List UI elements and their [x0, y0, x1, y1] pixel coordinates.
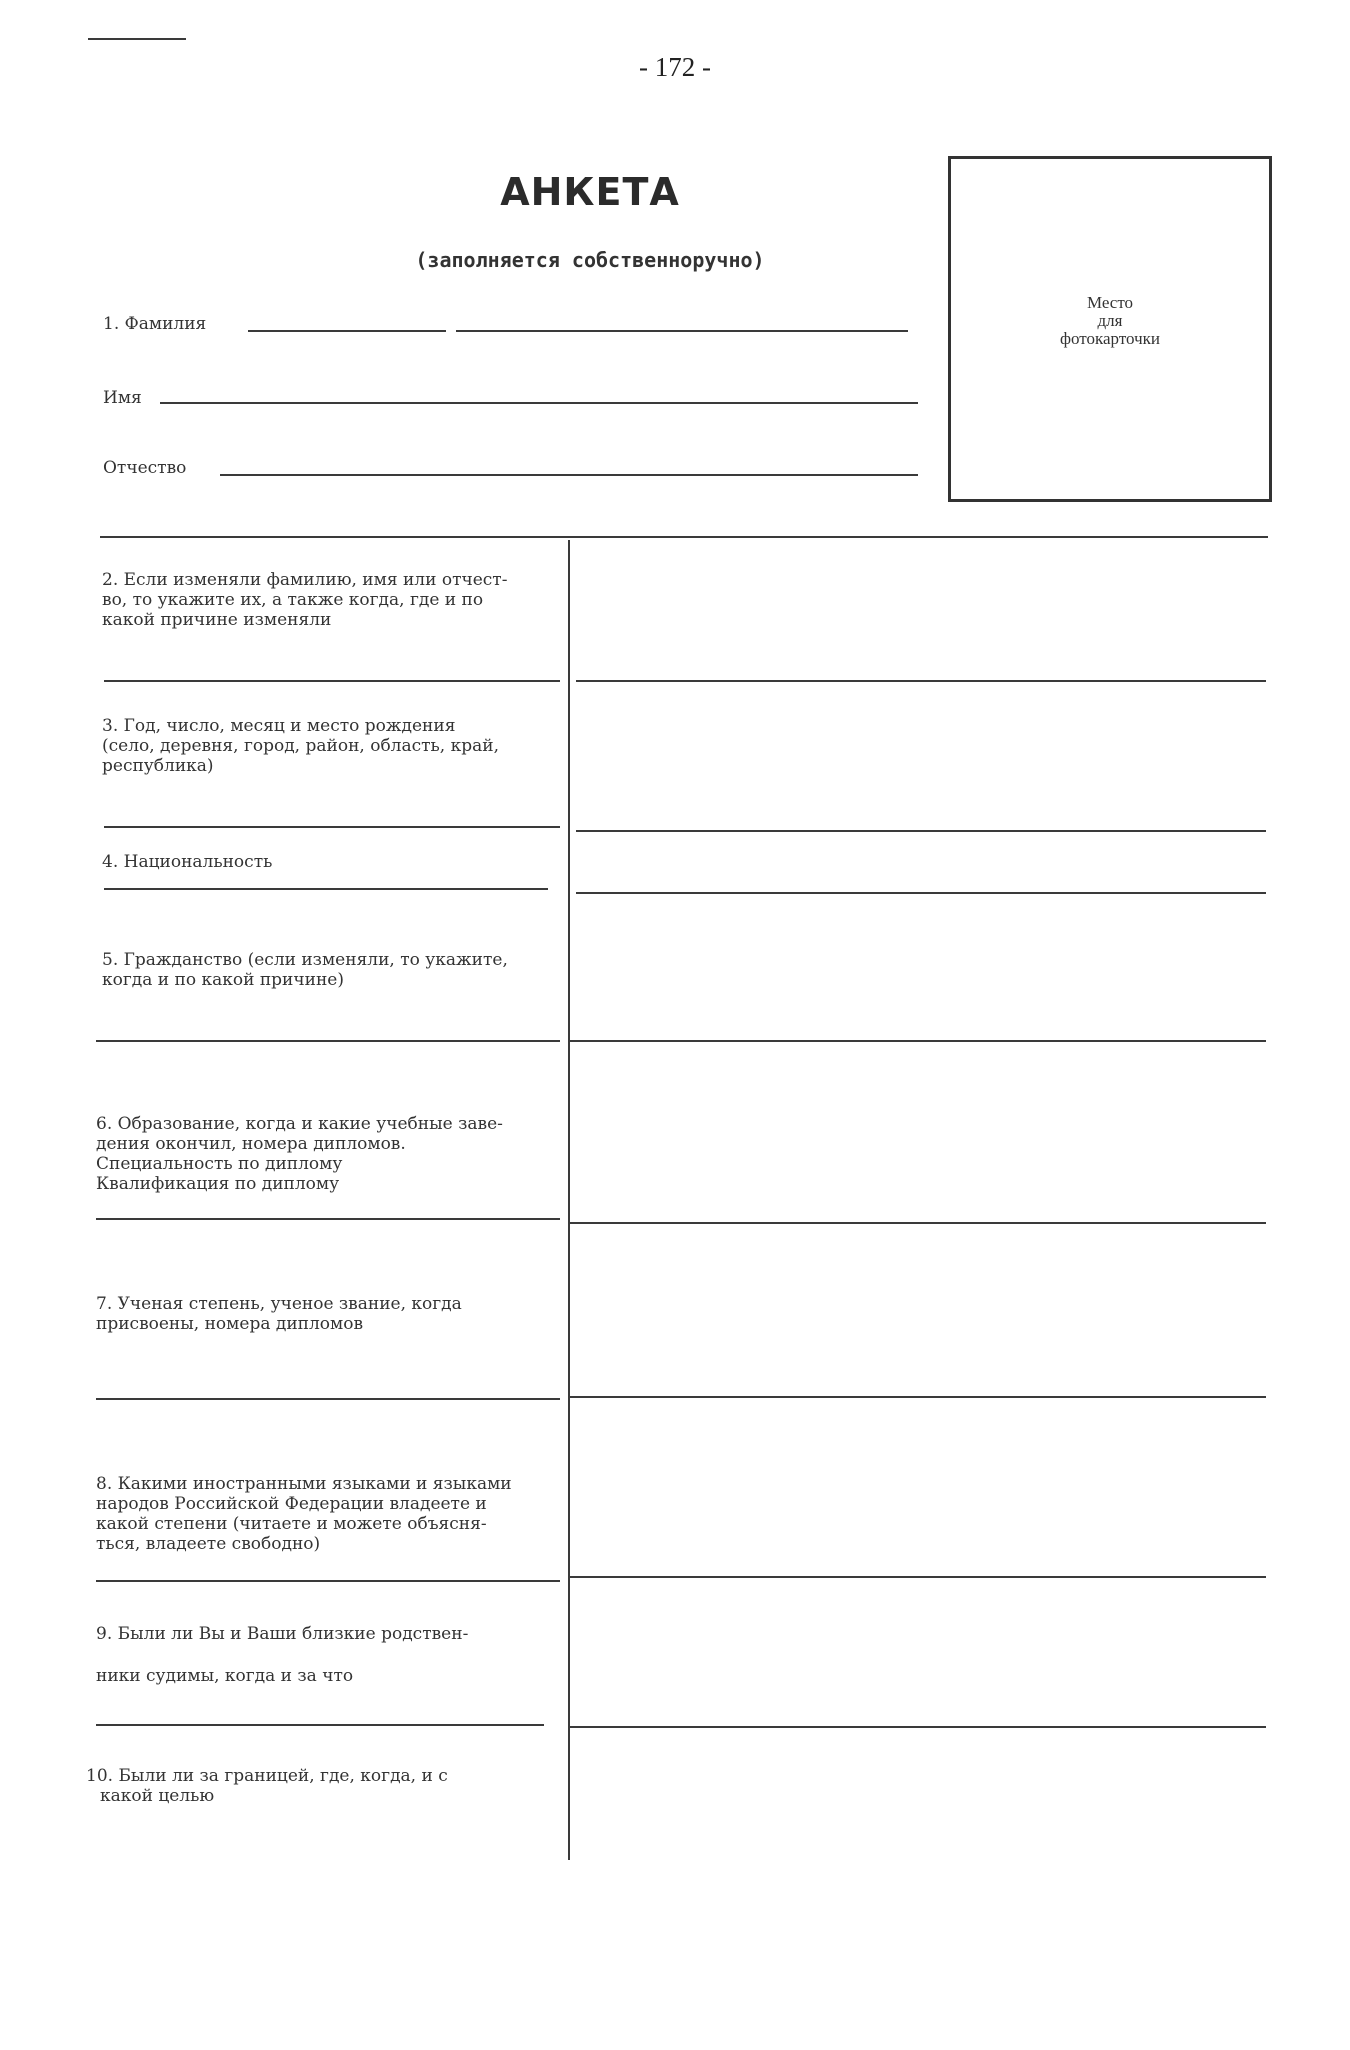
question-7 [96, 1294, 562, 1334]
form-subtitle: (заполняется собственноручно) [415, 248, 765, 272]
name-field[interactable] [160, 402, 918, 404]
answer-2-field[interactable] [576, 680, 1266, 682]
question-7-left-rule [96, 1398, 560, 1400]
question-8-left-rule [96, 1580, 560, 1582]
question-4-line-1: 4. Национальность [102, 852, 273, 872]
question-7-line-1: 7. Ученая степень, ученое звание, когда [96, 1294, 462, 1314]
question-5-left-rule [96, 1040, 560, 1042]
question-8-line-3: какой степени (читаете и можете объясня- [96, 1514, 487, 1534]
surname-field[interactable] [248, 330, 446, 332]
answer-3-field[interactable] [576, 830, 1266, 832]
answer-8-field[interactable] [570, 1576, 1266, 1578]
question-2 [102, 570, 562, 630]
question-3-line-1: 3. Год, число, месяц и место рождения [102, 716, 456, 736]
question-10-line-1: 10. Были ли за границей, где, когда, и с [86, 1766, 448, 1786]
patronymic-field[interactable] [220, 474, 918, 476]
question-2-left-rule [104, 680, 560, 682]
question-6-line-1: 6. Образование, когда и какие учебные заве- [96, 1114, 503, 1134]
question-7-line-2: присвоены, номера дипломов [96, 1314, 364, 1334]
question-5-line-2: когда и по какой причине) [102, 970, 344, 990]
question-4 [102, 852, 562, 872]
answer-4-field[interactable] [576, 892, 1266, 894]
surname-field-2[interactable] [456, 330, 908, 332]
question-3-left-rule [104, 826, 560, 828]
question-8-line-2: народов Российской Федерации владеете и [96, 1494, 487, 1514]
top-rule [88, 38, 186, 40]
question-6 [96, 1114, 562, 1194]
question-3 [102, 716, 562, 776]
question-9-left-rule [96, 1724, 544, 1726]
question-2-line-3: какой причине изменяли [102, 610, 332, 630]
question-5-line-1: 5. Гражданство (если изменяли, то укажите, [102, 950, 508, 970]
question-6-line-2: дения окончил, номера дипломов. [96, 1134, 406, 1154]
question-8 [96, 1474, 562, 1554]
question-2-line-2: во, то укажите их, а также когда, где и по [102, 590, 484, 610]
photo-label-line-2: для [1097, 311, 1123, 330]
answer-9-field[interactable] [570, 1726, 1266, 1728]
section-divider [100, 536, 1268, 538]
patronymic-label: Отчество [103, 458, 187, 478]
photo-label-line-3: фотокарточки [1060, 329, 1160, 348]
question-10-line-2: какой целью [100, 1786, 215, 1806]
question-6-left-rule [96, 1218, 560, 1220]
surname-label: 1. Фамилия [103, 314, 207, 334]
name-label: Имя [103, 388, 142, 408]
question-9-line-2: ники судимы, когда и за что [96, 1666, 354, 1686]
question-3-line-3: республика) [102, 756, 214, 776]
question-10 [86, 1766, 562, 1806]
form-title: АНКЕТА [500, 170, 680, 214]
question-8-line-4: ться, владеете свободно) [96, 1534, 321, 1554]
question-6-line-4: Квалификация по диплому [96, 1174, 340, 1194]
question-3-line-2: (село, деревня, город, район, область, край, [102, 736, 499, 756]
photo-label [951, 294, 1269, 348]
answer-7-field[interactable] [570, 1396, 1266, 1398]
column-divider [568, 540, 570, 1860]
question-9 [96, 1624, 562, 1686]
question-5 [102, 950, 562, 990]
question-4-left-rule [104, 888, 548, 890]
question-6-line-3: Специальность по диплому [96, 1154, 343, 1174]
question-8-line-1: 8. Какими иностранными языками и языками [96, 1474, 512, 1494]
question-2-line-1: 2. Если изменяли фамилию, имя или отчест- [102, 570, 508, 590]
page-number: - 172 - [639, 52, 711, 82]
photo-box [948, 156, 1272, 502]
photo-label-line-1: Место [1086, 293, 1134, 312]
answer-6-field[interactable] [570, 1222, 1266, 1224]
question-9-line-1: 9. Были ли Вы и Ваши близкие родствен- [96, 1624, 469, 1644]
answer-5-field[interactable] [570, 1040, 1266, 1042]
